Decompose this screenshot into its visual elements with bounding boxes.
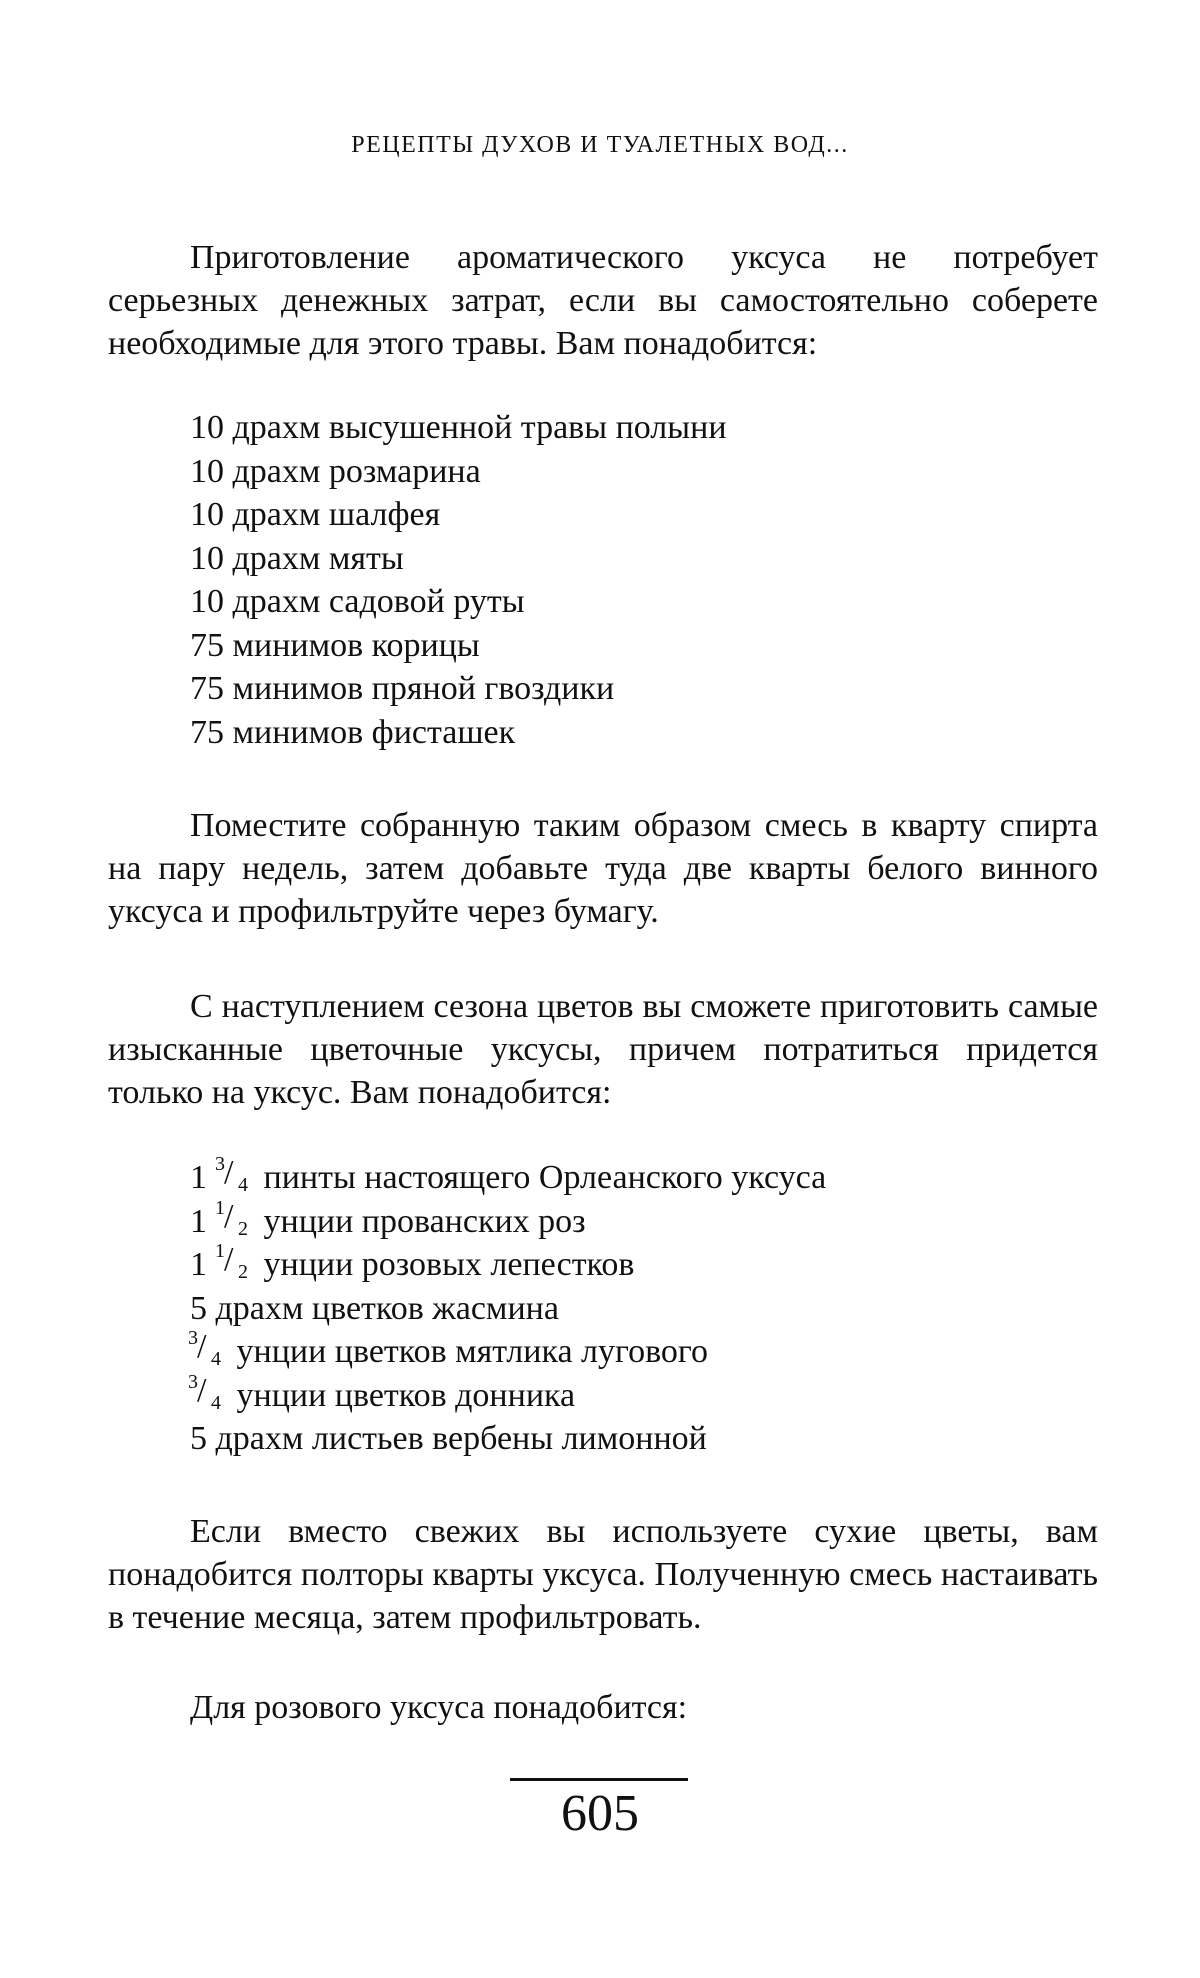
list-item: 75 минимов фисташек: [190, 713, 516, 751]
list-item-text: 5 драхм листьев вербены лимонной: [190, 1420, 707, 1457]
quantity-fraction: [211, 1240, 255, 1283]
paragraph-text: Для розового уксуса понадобится:: [190, 1689, 688, 1726]
paragraph-text: Поместите собранную таким образом смесь в кварту спирта на пару недель, затем добавьте туда две кварты белого винного уксуса и профильтруйте через бумагу.: [108, 807, 1098, 930]
list-item: 10 драхм мяты: [190, 539, 404, 577]
fraction-slash: /: [197, 1371, 207, 1409]
list-item-text: пинты настоящего Орлеанского уксуса: [263, 1159, 827, 1196]
quantity-whole: 1: [190, 1159, 207, 1196]
fraction-numerator: 3: [188, 1327, 198, 1349]
fraction-slash: /: [197, 1328, 207, 1365]
list-item: [190, 1287, 1090, 1331]
quantity-fraction: [211, 1196, 255, 1240]
list-item-text: унции цветков донника: [236, 1376, 576, 1414]
flower-ingredient-list: [188, 1153, 1090, 1461]
fraction-denominator: 4: [211, 1348, 221, 1370]
list-item: 75 минимов корицы: [190, 626, 480, 664]
paragraph-dried-flowers: [108, 1510, 1098, 1639]
fraction-denominator: 2: [238, 1261, 248, 1283]
list-item-text: 5 драхм цветков жасмина: [190, 1289, 559, 1327]
quantity-whole: 1: [190, 1246, 207, 1283]
fraction-numerator: 1: [215, 1240, 225, 1262]
paragraph-text: Приготовление ароматического уксуса не потребует серьезных денежных затрат, если вы самостоятельно соберете необходимые для этого травы. Вам понадобится:: [108, 239, 1098, 362]
list-item-text: унции розовых лепестков: [263, 1246, 635, 1283]
quantity-fraction: [184, 1370, 228, 1414]
fraction-slash: /: [224, 1197, 234, 1235]
quantity-fraction: [211, 1153, 255, 1196]
list-item: [190, 1153, 1090, 1200]
fraction-numerator: 1: [215, 1196, 225, 1219]
list-item: [188, 1327, 1090, 1374]
list-item: [190, 1240, 1090, 1287]
list-item: [188, 1370, 1090, 1418]
quantity-whole: 1: [190, 1202, 207, 1240]
list-item-text: унции прованских роз: [263, 1202, 586, 1240]
paragraph-intro: [108, 236, 1098, 365]
list-item: 10 драхм розмарина: [190, 452, 481, 490]
list-item: [190, 1417, 1090, 1461]
paragraph-flowers: [108, 985, 1098, 1114]
fraction-numerator: 3: [215, 1153, 225, 1175]
list-item: 10 драхм шалфея: [190, 496, 441, 533]
fraction-denominator: 4: [238, 1174, 248, 1196]
paragraph-rose-vinegar: [108, 1686, 1098, 1729]
page-number: 605: [561, 1785, 639, 1842]
list-item: 10 драхм высушенной травы полыни: [190, 409, 727, 446]
fraction-denominator: 4: [211, 1391, 221, 1414]
fraction-slash: /: [224, 1154, 234, 1191]
quantity-fraction: [184, 1327, 228, 1370]
fraction-denominator: 2: [238, 1217, 248, 1240]
herb-ingredient-list: [190, 406, 1090, 754]
folio-rule: [510, 1778, 688, 1781]
paragraph-text: С наступлением сезона цветов вы сможете приготовить самые изысканные цветочные уксусы, причем потратиться придется только на уксус. Вам понадобится:: [108, 988, 1098, 1111]
paragraph-infusion: [108, 804, 1098, 933]
list-item: 75 минимов пряной гвоздики: [190, 670, 615, 707]
fraction-slash: /: [224, 1241, 234, 1278]
fraction-numerator: 3: [188, 1370, 198, 1393]
list-item-text: унции цветков мятлика лугового: [236, 1333, 709, 1370]
running-head: РЕЦЕПТЫ ДУХОВ И ТУАЛЕТНЫХ ВОД...: [351, 132, 849, 158]
paragraph-text: Если вместо свежих вы используете сухие цветы, вам понадобится полторы кварты уксуса. Полученную смесь настаивать в течение месяца, затем профильтровать.: [108, 1513, 1098, 1636]
list-item: 10 драхм садовой руты: [190, 583, 525, 620]
list-item: [190, 1196, 1090, 1244]
